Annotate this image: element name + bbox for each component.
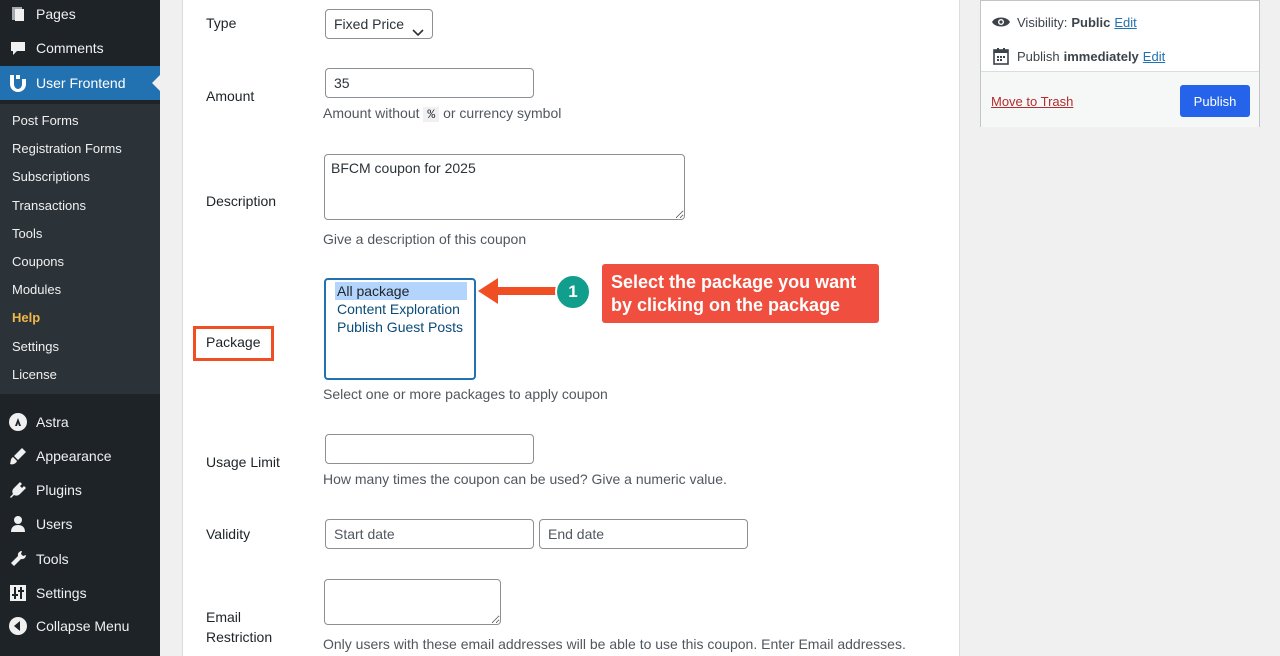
chevron-down-icon [412,19,424,47]
email-restriction-help: Only users with these email addresses will be able to use this coupon. Enter Email addresses. [323,636,906,652]
sidebar-item-users[interactable] [0,507,160,541]
description-help: Give a description of this coupon [323,231,527,247]
amount-help-before: Amount without [323,105,420,121]
submenu-item-license[interactable]: License [12,367,57,382]
wrench-icon [8,549,28,569]
sidebar-item-astra[interactable] [0,405,160,439]
active-menu-arrow [152,75,160,91]
email-restriction-textarea[interactable] [324,579,501,625]
astra-icon [8,412,28,432]
visibility-edit-link[interactable]: Edit [1114,14,1137,30]
package-option-content-exploration[interactable]: Content Exploration [337,301,460,317]
type-label: Type [206,15,237,31]
comments-icon [8,38,28,58]
submenu-item-coupons[interactable]: Coupons [12,254,65,269]
annotation-arrow-icon [478,277,558,307]
sidebar-item-label: User Frontend [36,75,126,91]
package-label: Package [206,334,261,350]
submenu-item-help[interactable]: Help [12,310,41,325]
plugins-icon [8,480,28,500]
package-option-publish-guest-posts[interactable]: Publish Guest Posts [337,319,464,335]
user-frontend-icon [8,73,28,93]
users-icon [8,514,28,534]
package-multiselect[interactable] [324,278,476,380]
sidebar-item-pages[interactable] [0,0,160,31]
sidebar-item-label: Tools [36,551,69,567]
email-restriction-label-line1: Email [206,609,242,625]
description-label: Description [206,193,277,209]
email-restriction-label-line2: Restriction [206,629,273,645]
publish-actions [981,71,1259,127]
publish-box [980,0,1260,127]
sidebar-item-label: Appearance [36,448,112,464]
sidebar-item-label: Settings [36,585,87,601]
usage-limit-help: How many times the coupon can be used? Give a numeric value. [323,471,727,487]
amount-input[interactable] [325,68,534,98]
amount-help-after: or currency symbol [443,105,562,121]
type-select[interactable] [325,9,433,39]
sidebar-item-label: Astra [36,414,69,430]
move-to-trash-link[interactable]: Move to Trash [991,94,1074,109]
sidebar-item-appearance[interactable] [0,439,160,473]
sidebar-item-label: Collapse Menu [36,618,130,634]
submenu-item-transactions[interactable]: Transactions [12,198,86,213]
sidebar-item-label: Plugins [36,482,82,498]
submenu-item-tools[interactable]: Tools [12,226,43,241]
admin-sidebar [0,0,160,656]
percent-code: % [423,107,439,122]
eye-icon [991,12,1011,32]
sidebar-item-settings[interactable] [0,576,160,610]
package-option-all[interactable]: All package [335,282,467,300]
publish-label: Publish [1017,48,1060,64]
publish-button[interactable]: Publish [1180,85,1250,117]
type-select-value: Fixed Price [334,16,405,32]
visibility-value: Public [1071,14,1111,30]
package-help: Select one or more packages to apply coupon [323,386,608,402]
publish-value: immediately [1063,48,1139,64]
end-date-input[interactable] [539,519,748,549]
appearance-icon [8,446,28,466]
calendar-icon [991,46,1011,66]
submenu-item-settings[interactable]: Settings [12,339,59,354]
publish-edit-link[interactable]: Edit [1142,48,1166,64]
submenu-item-registration-forms[interactable]: Registration Forms [12,141,122,156]
sidebar-item-tools[interactable] [0,542,160,576]
sidebar-item-label: Comments [36,40,104,56]
coupon-form-panel [182,0,960,656]
collapse-icon [8,616,28,636]
sidebar-item-comments[interactable] [0,31,160,65]
sidebar-collapse-menu[interactable] [0,609,160,643]
submenu-item-subscriptions[interactable]: Subscriptions [12,169,91,184]
pages-icon [8,4,28,24]
publish-row [991,46,1165,66]
description-textarea[interactable] [324,154,685,220]
sidebar-item-label: Pages [36,6,76,22]
visibility-label: Visibility: [1017,14,1068,30]
annotation-callout: Select the package you want by clicking on the package [602,264,879,323]
step-number-badge: 1 [555,274,591,310]
amount-help [323,105,561,122]
submenu-item-post-forms[interactable]: Post Forms [12,113,79,128]
usage-limit-input[interactable] [325,434,534,464]
submenu-item-modules[interactable]: Modules [12,282,62,297]
user-frontend-submenu [0,104,160,394]
validity-label: Validity [206,526,251,542]
visibility-row [991,12,1137,32]
sidebar-item-user-frontend[interactable] [0,66,160,100]
sidebar-item-label: Users [36,516,73,532]
usage-limit-label: Usage Limit [206,454,280,470]
amount-label: Amount [206,88,255,104]
settings-sliders-icon [8,583,28,603]
sidebar-item-plugins[interactable] [0,473,160,507]
start-date-input[interactable] [325,519,534,549]
